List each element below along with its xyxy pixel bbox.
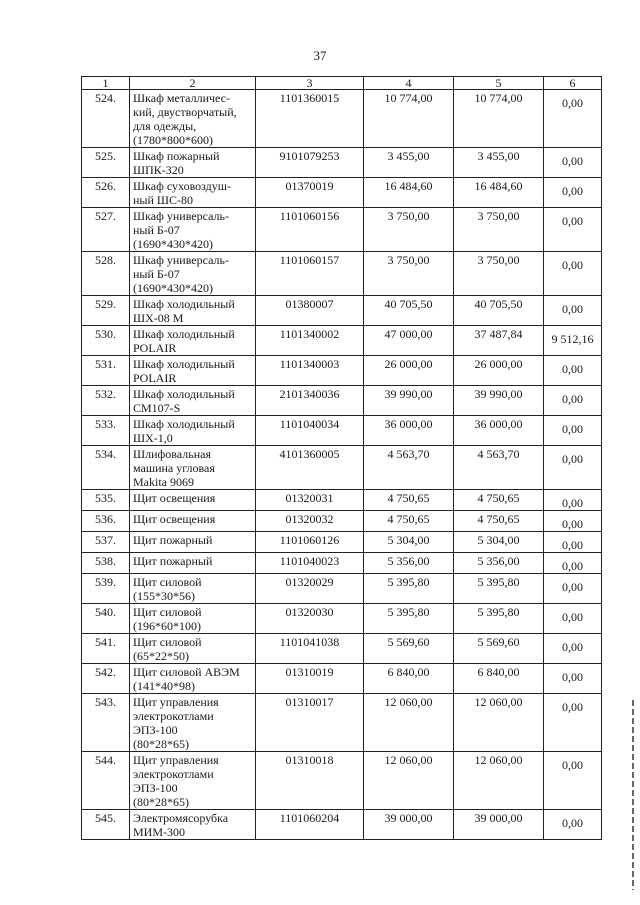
table-row [82,604,602,634]
value-col4: 3 750,00 [364,252,454,296]
row-number: 524. [82,90,130,148]
item-name-line: электрокотлами [133,709,214,723]
inventory-code: 01320030 [256,604,364,634]
value-col6: 0,00 [544,694,602,752]
value-col4: 40 705,50 [364,296,454,326]
value-col6: 0,00 [544,208,602,252]
row-number: 530. [82,326,130,356]
item-name-line: Щит силовой [133,605,202,619]
item-name-line: Щит пожарный [133,533,213,547]
item-name [130,252,256,296]
value-col5: 16 484,60 [454,178,544,208]
inventory-code: 1101060126 [256,532,364,553]
table-row [82,252,602,296]
row-number: 535. [82,490,130,511]
item-name-line: Шкаф холодильный [133,327,235,341]
value-col6: 0,00 [544,356,602,386]
value-col6: 9 512,16 [544,326,602,356]
item-name-line: кий, двустворчатый, [133,105,237,119]
table-row [82,694,602,752]
value-col4: 3 750,00 [364,208,454,252]
value-col6: 0,00 [544,553,602,574]
table-row [82,178,602,208]
value-col5: 5 395,80 [454,604,544,634]
item-name-line: Шкаф универсаль- [133,253,229,267]
value-col4: 5 395,80 [364,574,454,604]
value-col5: 12 060,00 [454,694,544,752]
value-col6: 0,00 [544,532,602,553]
item-name-line: Щит силовой АВЭМ [133,665,240,679]
table-row [82,511,602,532]
value-col6: 0,00 [544,810,602,840]
row-number: 545. [82,810,130,840]
value-col5: 36 000,00 [454,416,544,446]
item-name-line: (1780*800*600) [133,133,213,147]
value-col4: 36 000,00 [364,416,454,446]
row-number: 537. [82,532,130,553]
item-name-line: (196*60*100) [133,619,201,633]
value-col5: 4 750,65 [454,511,544,532]
column-header: 4 [364,77,454,90]
item-name [130,208,256,252]
value-col5: 40 705,50 [454,296,544,326]
item-name [130,694,256,752]
value-col4: 4 563,70 [364,446,454,490]
value-col6: 0,00 [544,178,602,208]
item-name-line: POLAIR [133,341,177,355]
table-row [82,208,602,252]
item-name-line: Makita 9069 [133,475,194,489]
inventory-code: 01380007 [256,296,364,326]
scan-edge-mark [632,700,634,890]
item-name-line: Щит управления [133,695,219,709]
row-number: 539. [82,574,130,604]
inventory-code: 9101079253 [256,148,364,178]
table-row [82,90,602,148]
value-col5: 4 750,65 [454,490,544,511]
row-number: 533. [82,416,130,446]
table-row [82,386,602,416]
column-header: 1 [82,77,130,90]
value-col6: 0,00 [544,416,602,446]
table-row [82,532,602,553]
inventory-code: 1101040023 [256,553,364,574]
value-col5: 3 750,00 [454,252,544,296]
inventory-code: 01320031 [256,490,364,511]
item-name-line: (1690*430*420) [133,237,213,251]
item-name-line: Электромясорубка [133,811,229,825]
value-col5: 5 304,00 [454,532,544,553]
asset-table [81,76,602,840]
item-name-line: ЭПЗ-100 [133,781,178,795]
item-name-line: Шкаф универсаль- [133,209,229,223]
table-row [82,490,602,511]
table-row [82,553,602,574]
row-number: 540. [82,604,130,634]
inventory-code: 1101040034 [256,416,364,446]
value-col6: 0,00 [544,604,602,634]
item-name-line: Шкаф холодильный [133,297,235,311]
item-name [130,553,256,574]
column-header: 3 [256,77,364,90]
row-number: 528. [82,252,130,296]
row-number: 544. [82,752,130,810]
item-name [130,148,256,178]
value-col5: 3 750,00 [454,208,544,252]
row-number: 527. [82,208,130,252]
inventory-code: 2101340036 [256,386,364,416]
item-name-line: (65*22*50) [133,649,189,663]
value-col6: 0,00 [544,148,602,178]
item-name [130,490,256,511]
row-number: 538. [82,553,130,574]
item-name-line: Шкаф металличес- [133,91,230,105]
item-name [130,574,256,604]
inventory-code: 01310019 [256,664,364,694]
item-name-line: (80*28*65) [133,737,189,751]
value-col6: 0,00 [544,90,602,148]
item-name [130,386,256,416]
column-header: 6 [544,77,602,90]
value-col6: 0,00 [544,386,602,416]
value-col6: 0,00 [544,664,602,694]
item-name-line: электрокотлами [133,767,214,781]
inventory-code: 01370019 [256,178,364,208]
row-number: 531. [82,356,130,386]
value-col4: 5 356,00 [364,553,454,574]
inventory-code: 1101360015 [256,90,364,148]
item-name [130,511,256,532]
inventory-code: 4101360005 [256,446,364,490]
value-col4: 5 569,60 [364,634,454,664]
value-col4: 4 750,65 [364,490,454,511]
inventory-code: 1101060156 [256,208,364,252]
value-col4: 12 060,00 [364,694,454,752]
item-name-line: Щит освещения [133,491,216,505]
row-number: 543. [82,694,130,752]
item-name [130,178,256,208]
row-number: 542. [82,664,130,694]
item-name-line: (141*40*98) [133,679,195,693]
item-name-line: ШХ-1,0 [133,431,173,445]
inventory-code: 1101340003 [256,356,364,386]
item-name [130,532,256,553]
table-row [82,752,602,810]
item-name [130,446,256,490]
item-name-line: ный ШС-80 [133,193,194,207]
item-name-line: Щит освещения [133,512,216,526]
table-row [82,326,602,356]
row-number: 541. [82,634,130,664]
item-name-line: (1690*430*420) [133,281,213,295]
value-col6: 0,00 [544,252,602,296]
item-name-line: POLAIR [133,371,177,385]
item-name-line: CM107-S [133,401,181,415]
item-name-line: Щит пожарный [133,554,213,568]
table-row [82,148,602,178]
table-row [82,810,602,840]
inventory-code: 01310017 [256,694,364,752]
item-name [130,810,256,840]
inventory-code: 1101060157 [256,252,364,296]
column-header: 2 [130,77,256,90]
item-name-line: машина угловая [133,461,215,475]
value-col4: 16 484,60 [364,178,454,208]
value-col5: 5 569,60 [454,634,544,664]
item-name-line: Щит силовой [133,635,202,649]
value-col5: 5 356,00 [454,553,544,574]
item-name-line: ный Б-07 [133,223,180,237]
value-col6: 0,00 [544,511,602,532]
column-header: 5 [454,77,544,90]
item-name [130,634,256,664]
item-name [130,296,256,326]
item-name-line: ЭПЗ-100 [133,723,178,737]
table-header-row [82,77,602,90]
row-number: 529. [82,296,130,326]
value-col5: 37 487,84 [454,326,544,356]
value-col4: 26 000,00 [364,356,454,386]
item-name-line: (155*30*56) [133,589,195,603]
value-col4: 5 395,80 [364,604,454,634]
value-col5: 3 455,00 [454,148,544,178]
table-row [82,574,602,604]
table-row [82,356,602,386]
value-col5: 12 060,00 [454,752,544,810]
item-name [130,416,256,446]
value-col4: 3 455,00 [364,148,454,178]
table-row [82,296,602,326]
item-name-line: Шкаф холодильный [133,357,235,371]
value-col5: 39 990,00 [454,386,544,416]
item-name-line: Щит силовой [133,575,202,589]
value-col5: 39 000,00 [454,810,544,840]
value-col5: 5 395,80 [454,574,544,604]
value-col4: 4 750,65 [364,511,454,532]
row-number: 532. [82,386,130,416]
inventory-code: 01320029 [256,574,364,604]
item-name-line: ШХ-08 М [133,311,184,325]
row-number: 536. [82,511,130,532]
item-name [130,664,256,694]
item-name [130,326,256,356]
item-name [130,90,256,148]
value-col6: 0,00 [544,296,602,326]
item-name-line: Щит управления [133,753,219,767]
value-col6: 0,00 [544,752,602,810]
table-row [82,634,602,664]
item-name-line: ный Б-07 [133,267,180,281]
item-name-line: МИМ-300 [133,825,186,839]
value-col4: 39 990,00 [364,386,454,416]
table-row [82,416,602,446]
item-name-line: ШПК-320 [133,163,184,177]
inventory-code: 1101041038 [256,634,364,664]
page-number: 37 [313,48,327,63]
item-name-line: Шкаф холодильный [133,387,235,401]
value-col5: 26 000,00 [454,356,544,386]
value-col6: 0,00 [544,490,602,511]
value-col4: 47 000,00 [364,326,454,356]
value-col5: 4 563,70 [454,446,544,490]
value-col4: 5 304,00 [364,532,454,553]
inventory-code: 1101060204 [256,810,364,840]
value-col6: 0,00 [544,574,602,604]
item-name-line: Шкаф суховоздуш- [133,179,232,193]
item-name-line: для одежды, [133,119,197,133]
item-name-line: Шкаф холодильный [133,417,235,431]
row-number: 534. [82,446,130,490]
value-col5: 6 840,00 [454,664,544,694]
item-name-line: Шкаф пожарный [133,149,220,163]
item-name-line: Шлифовальная [133,447,211,461]
table-row [82,446,602,490]
value-col4: 6 840,00 [364,664,454,694]
inventory-code: 1101340002 [256,326,364,356]
value-col6: 0,00 [544,446,602,490]
value-col4: 39 000,00 [364,810,454,840]
item-name [130,604,256,634]
value-col4: 12 060,00 [364,752,454,810]
value-col5: 10 774,00 [454,90,544,148]
value-col6: 0,00 [544,634,602,664]
item-name [130,356,256,386]
table-row [82,664,602,694]
inventory-code: 01320032 [256,511,364,532]
value-col4: 10 774,00 [364,90,454,148]
row-number: 526. [82,178,130,208]
inventory-code: 01310018 [256,752,364,810]
item-name [130,752,256,810]
item-name-line: (80*28*65) [133,795,189,809]
row-number: 525. [82,148,130,178]
